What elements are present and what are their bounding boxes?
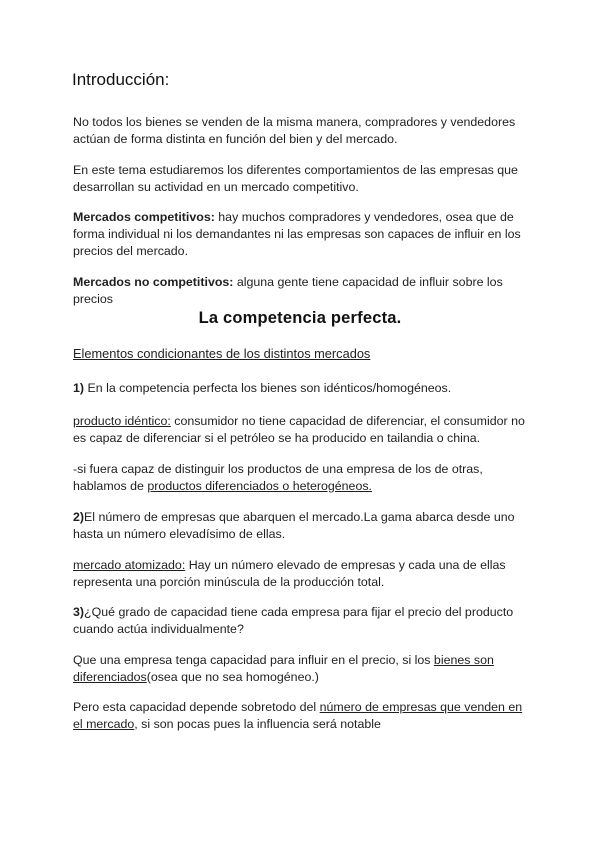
competitive-markets-paragraph: [73, 209, 533, 260]
point-1-paragraph: [73, 380, 533, 397]
noncompetitive-markets-text: alguna gente tiene capacidad de influir sobre los precios: [73, 275, 503, 306]
price-influence-text-2: (osea que no sea homogéneo.): [146, 670, 319, 684]
differentiated-products-term: productos diferenciados o heterogéneos.: [147, 479, 372, 493]
identical-product-term: producto idéntico:: [73, 414, 171, 428]
price-influence-text: Que una empresa tenga capacidad para influir en el precio, si los: [73, 653, 434, 667]
point-3-text: ¿Qué grado de capacidad tiene cada empresa para fijar el precio del producto cuando actúa individualmente?: [73, 605, 514, 636]
point-2-text: El número de empresas que abarquen el mercado.La gama abarca desde uno hasta un número elevadísimo de ellas.: [73, 510, 515, 541]
capacity-text: Pero esta capacidad depende sobretodo del: [73, 700, 320, 714]
section-title: La competencia perfecta.: [198, 309, 402, 327]
atomized-market-term: mercado atomizado:: [73, 558, 186, 572]
noncompetitive-markets-paragraph: [73, 274, 533, 308]
price-influence-paragraph: [73, 652, 533, 686]
atomized-market-text: Hay un número elevado de empresas y cada una de ellas representa una porción minúscula de la producción total.: [73, 558, 506, 589]
intro-paragraph-1: No todos los bienes se venden de la misma manera, compradores y vendedores actúan de forma distinta en función del bien y del mercado.: [73, 115, 516, 146]
point-2-number: 2): [73, 510, 85, 524]
point-1-text: En la competencia perfecta los bienes son idénticos/homogéneos.: [84, 381, 452, 395]
capacity-text-2: , si son pocas pues la influencia será notable: [134, 717, 381, 731]
competitive-markets-text: hay muchos compradores y vendedores, osea que de forma individual ni los demandantes ni las empresas son capaces de influir en los precios del mercado.: [73, 210, 521, 258]
identical-product-text: consumidor no tiene capacidad de diferenciar, el consumidor no es capaz de diferenciar si el petróleo se ha producido en tailandia o china.: [73, 414, 525, 445]
competitive-markets-label: Mercados competitivos:: [73, 210, 215, 224]
noncompetitive-markets-label: Mercados no competitivos:: [73, 275, 234, 289]
point-2-paragraph: [73, 509, 533, 543]
intro-heading: Introducción:: [72, 70, 170, 89]
identical-product-paragraph: [73, 413, 533, 447]
point-1-number: 1): [73, 381, 85, 395]
capacity-paragraph: [73, 699, 533, 733]
intro-paragraph-2: En este tema estudiaremos los diferentes comportamientos de las empresas que desarrollan su actividad en un mercado competitivo.: [73, 163, 518, 194]
capacity-term: número de empresas que venden en el mercado: [73, 700, 523, 731]
price-influence-term: bienes son diferenciados: [73, 653, 494, 684]
differentiated-products-text: -si fuera capaz de distinguir los productos de una empresa de los de otras, hablamos de: [73, 462, 483, 493]
atomized-market-paragraph: [73, 557, 533, 591]
point-3-paragraph: [73, 604, 533, 638]
section-subtitle: Elementos condicionantes de los distintos mercados: [73, 346, 371, 361]
differentiated-products-paragraph: [73, 461, 533, 495]
point-3-number: 3): [73, 605, 85, 619]
